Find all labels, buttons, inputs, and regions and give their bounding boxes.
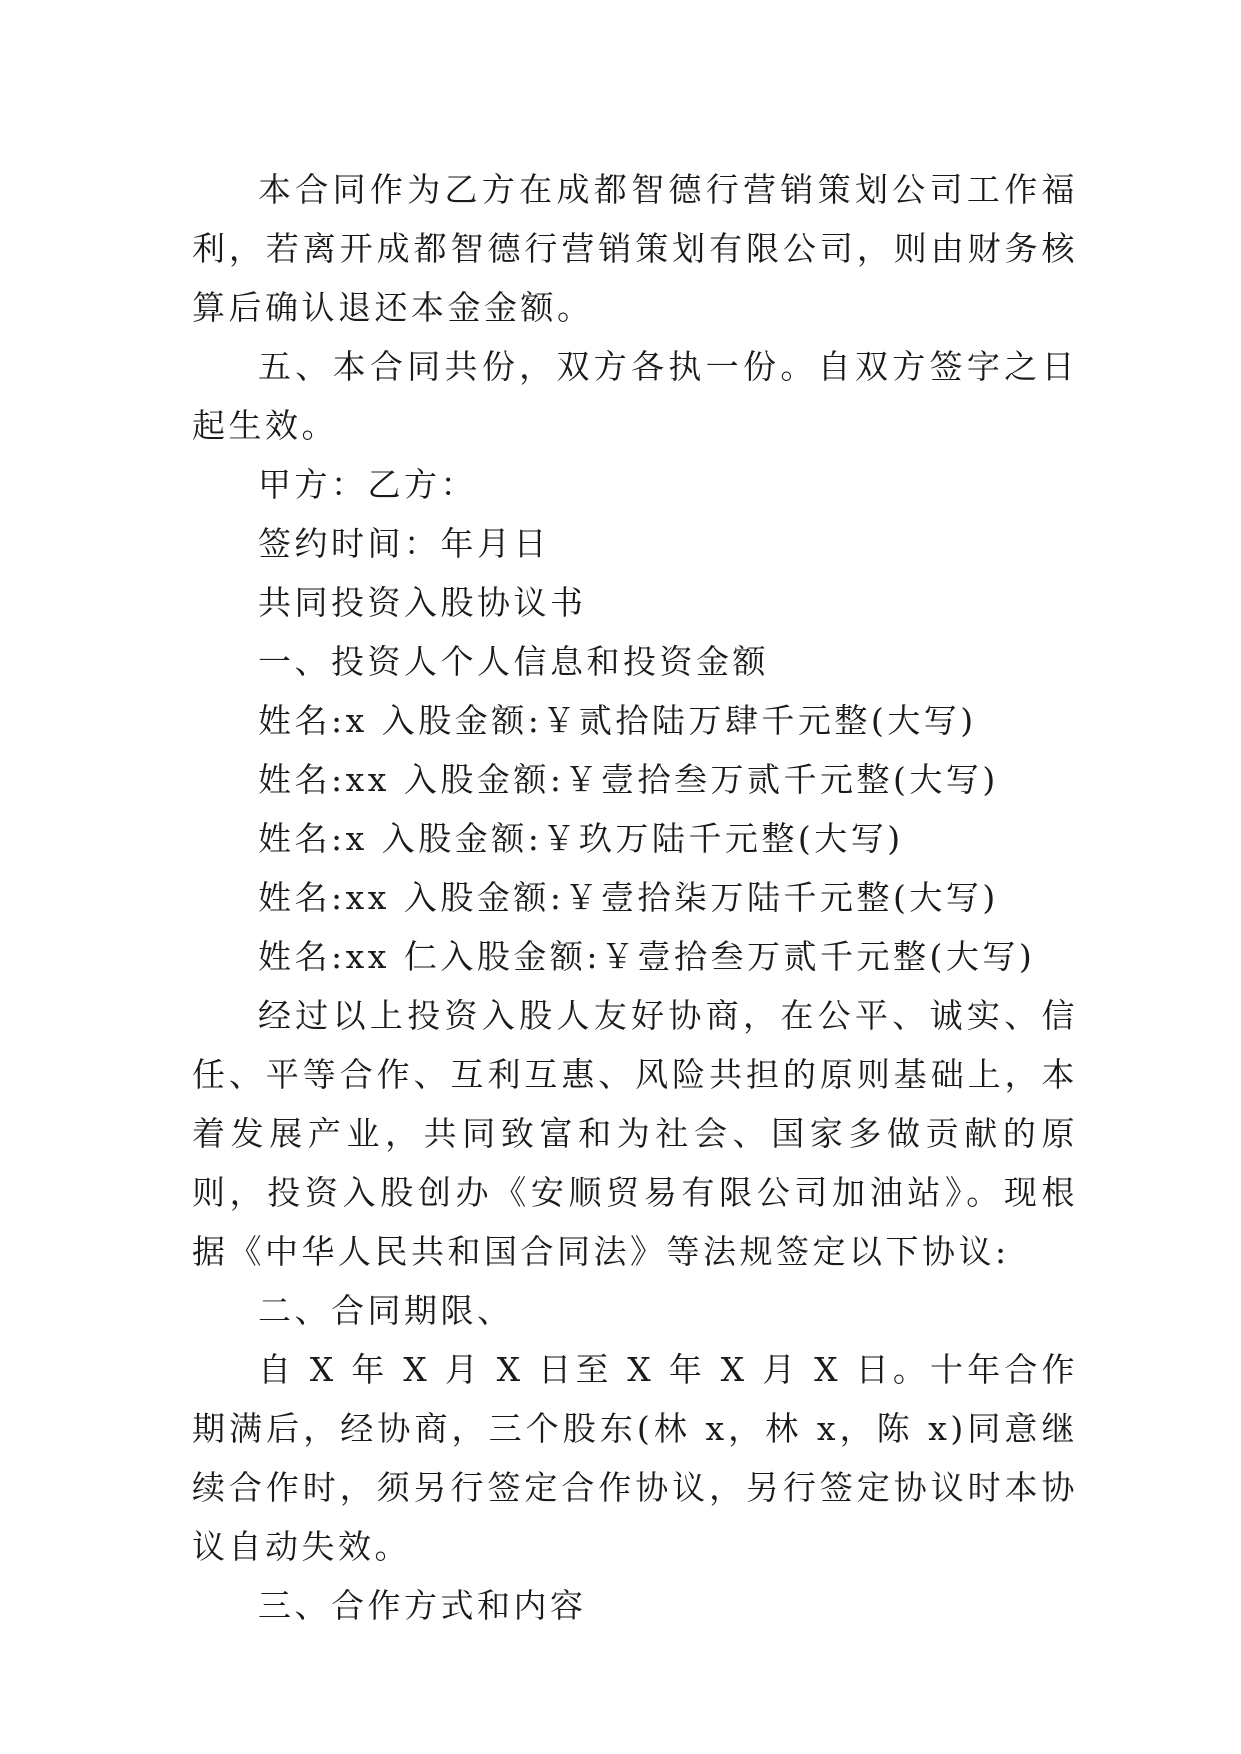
section-heading-term: 二、合同期限、	[258, 1291, 514, 1330]
investor-line: 姓名:xx 入股金额:￥壹拾叁万贰千元整(大写)	[258, 760, 999, 799]
paragraph-preamble: 经过以上投资入股人友好协商，在公平、诚实、信任、平等合作、互利互惠、风险共担的原则基础上，本着发展产业，共同致富和为社会、国家多做贡献的原则，投资入股创办《安顺贸易有限公司加油站》。现根据《中华人民共和国合同法》等法规签定以下协议:	[192, 996, 1078, 1271]
paragraph-benefit-clause: 本合同作为乙方在成都智德行营销策划公司工作福利，若离开成都智德行营销策划有限公司，则由财务核算后确认退还本金金额。	[192, 170, 1078, 327]
paragraph-term: 自 X 年 X 月 X 日至 X 年 X 月 X 日。十年合作期满后，经协商，三个股东(林 x，林 x，陈 x)同意继续合作时，须另行签定合作协议，另行签定协议时本协议自动失效。	[192, 1350, 1078, 1566]
investor-line: 姓名:x 入股金额:￥贰拾陆万肆千元整(大写)	[258, 701, 977, 740]
investor-line: 姓名:xx 入股金额:￥壹拾柒万陆千元整(大写)	[258, 878, 999, 917]
section-heading-investors: 一、投资人个人信息和投资金额	[258, 642, 769, 681]
document-title: 共同投资入股协议书	[258, 583, 587, 622]
investor-line: 姓名:x 入股金额:￥玖万陆千元整(大写)	[258, 819, 904, 858]
document-page	[192, 160, 1078, 1635]
paragraph-parties: 甲方：乙方：	[258, 465, 477, 504]
paragraph-clause-five: 五、本合同共份，双方各执一份。自双方签字之日起生效。	[192, 347, 1078, 445]
paragraph-signing-date: 签约时间：年月日	[258, 524, 550, 563]
section-heading-cooperation: 三、合作方式和内容	[258, 1586, 587, 1625]
investor-line: 姓名:xx 仁入股金额:￥壹拾叁万贰千元整(大写)	[258, 937, 1036, 976]
